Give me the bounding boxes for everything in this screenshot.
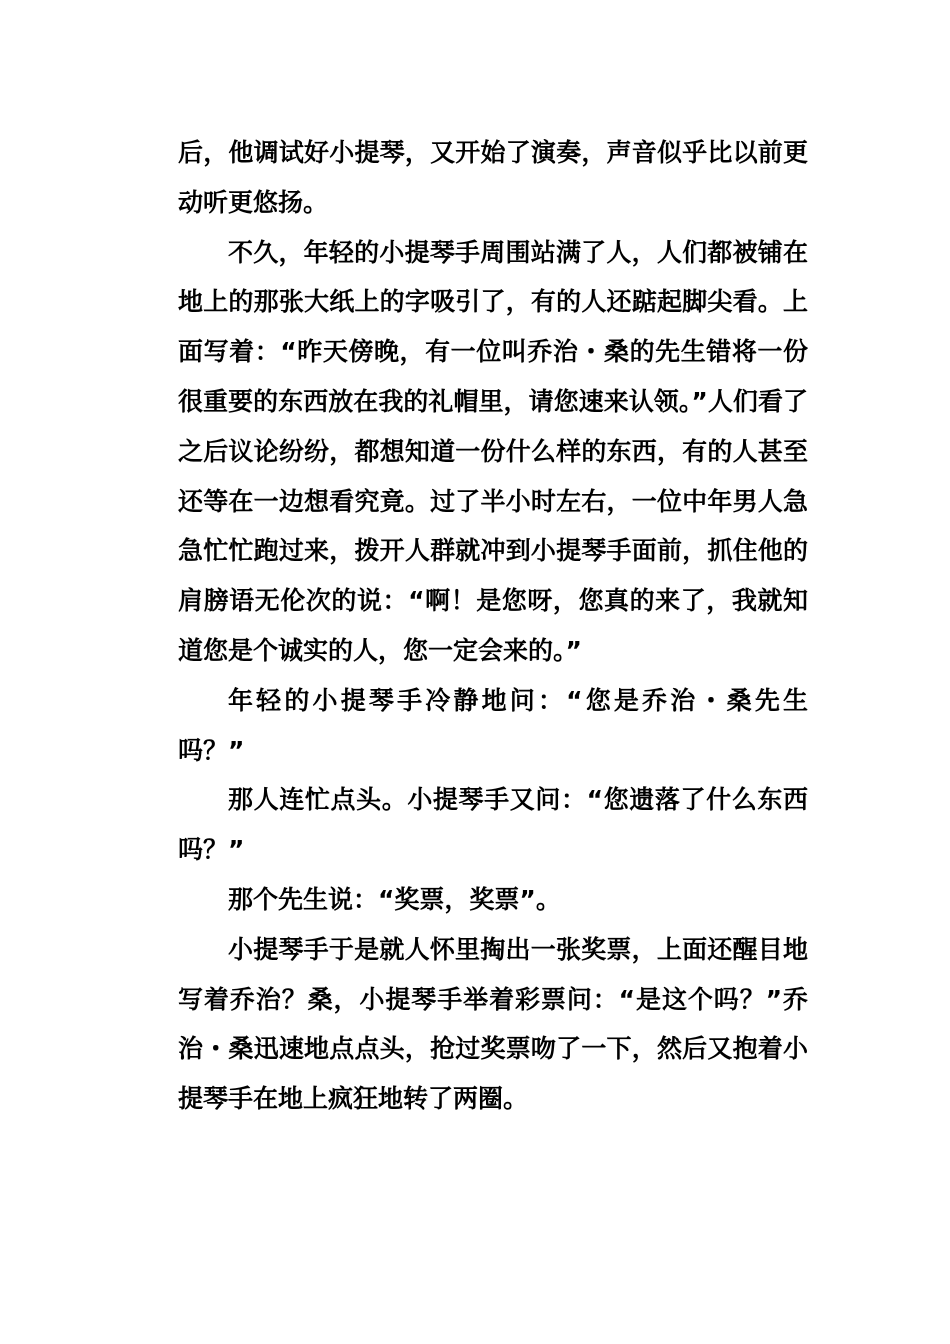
document-body bbox=[178, 128, 808, 1124]
paragraph-3: 年轻的小提琴手冷静地问：“您是乔治・桑先生吗？” bbox=[178, 685, 808, 765]
paragraph-4: 那人连忙点头。小提琴手又问：“您遗落了什么东西吗？” bbox=[178, 785, 808, 865]
paragraph-2: 不久，年轻的小提琴手周围站满了人，人们都被铺在地上的那张大纸上的字吸引了，有的人还踮起脚尖看。上面写着：“昨天傍晚，有一位叫乔治・桑的先生错将一份很重要的东西放在我的礼帽里，请您速来认领。”人们看了之后议论纷纷，都想知道一份什么样的东西，有的人甚至还等在一边想看究竟。过了半小时左右，一位中年男人急急忙忙跑过来，拨开人群就冲到小提琴手面前，抓住他的肩膀语无伦次的说：“啊！是您呀，您真的来了，我就知道您是个诚实的人，您一定会来的。” bbox=[178, 237, 808, 665]
paragraph-6: 小提琴手于是就人怀里掏出一张奖票，上面还醒目地写着乔治？桑，小提琴手举着彩票问：“是这个吗？”乔治・桑迅速地点点头，抢过奖票吻了一下，然后又抱着小提琴手在地上疯狂地转了两圈。 bbox=[178, 934, 808, 1114]
paragraph-5: 那个先生说：“奖票，奖票”。 bbox=[228, 884, 561, 914]
paragraph-1: 后，他调试好小提琴，又开始了演奏，声音似乎比以前更动听更悠扬。 bbox=[178, 138, 808, 217]
